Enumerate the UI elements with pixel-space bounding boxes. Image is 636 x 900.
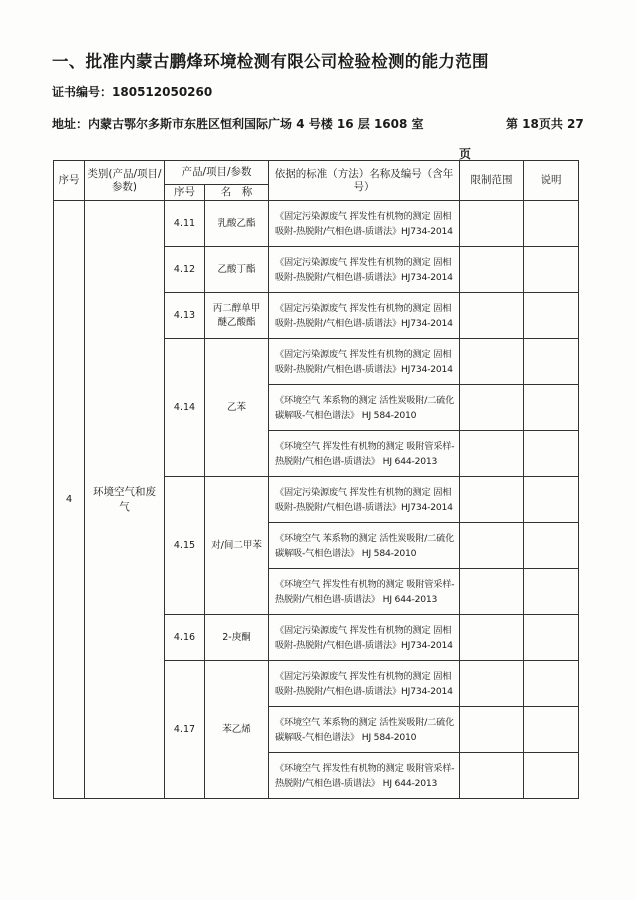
- item-number: 4.11: [165, 201, 205, 247]
- item-number: 4.15: [165, 477, 205, 615]
- capability-table: [53, 160, 579, 799]
- address-value: 内蒙古鄂尔多斯市东胜区恒利国际广场 4 号楼 16 层 1608 室: [88, 117, 424, 131]
- limit-cell: [460, 661, 524, 707]
- standard-cell: 《环境空气 挥发性有机物的测定 吸附管采样-热脱附/气相色谱-质谱法》 HJ 644-2013: [269, 753, 460, 799]
- item-name: 乳酸乙酯: [205, 201, 269, 247]
- header-standard: 依据的标准（方法）名称及编号（含年号）: [269, 161, 460, 201]
- note-cell: [524, 477, 579, 523]
- standard-cell: 《环境空气 挥发性有机物的测定 吸附管采样-热脱附/气相色谱-质谱法》 HJ 644-2013: [269, 569, 460, 615]
- item-name: 2-庚酮: [205, 615, 269, 661]
- limit-cell: [460, 569, 524, 615]
- page-number: 第 18页共 27: [506, 117, 584, 131]
- note-cell: [524, 615, 579, 661]
- header-item-no: 序号: [165, 185, 205, 201]
- limit-cell: [460, 477, 524, 523]
- page-title: 一、批准内蒙古鹏烽环境检测有限公司检验检测的能力范围: [52, 52, 489, 71]
- certificate-number: [52, 83, 212, 100]
- item-number: 4.14: [165, 339, 205, 477]
- category-name: 环境空气和废气: [85, 201, 165, 799]
- note-cell: [524, 523, 579, 569]
- standard-cell: 《固定污染源废气 挥发性有机物的测定 固相吸附-热脱附/气相色谱-质谱法》HJ734-2014: [269, 477, 460, 523]
- note-cell: [524, 385, 579, 431]
- note-cell: [524, 431, 579, 477]
- note-cell: [524, 247, 579, 293]
- note-cell: [524, 661, 579, 707]
- header-seq: 序号: [54, 161, 85, 201]
- limit-cell: [460, 523, 524, 569]
- limit-cell: [460, 753, 524, 799]
- header-limit: 限制范围: [460, 161, 524, 201]
- header-row: [54, 161, 579, 185]
- header-category: 类别(产品/项目/参数): [85, 161, 165, 201]
- limit-cell: [460, 247, 524, 293]
- note-cell: [524, 339, 579, 385]
- limit-cell: [460, 339, 524, 385]
- standard-cell: 《环境空气 苯系物的测定 活性炭吸附/二硫化碳解吸-气相色谱法》 HJ 584-2010: [269, 523, 460, 569]
- header-note: 说明: [524, 161, 579, 201]
- note-cell: [524, 753, 579, 799]
- item-number: 4.16: [165, 615, 205, 661]
- limit-cell: [460, 615, 524, 661]
- limit-cell: [460, 385, 524, 431]
- item-number: 4.17: [165, 661, 205, 799]
- item-name: 乙酸丁酯: [205, 247, 269, 293]
- standard-cell: 《固定污染源废气 挥发性有机物的测定 固相吸附-热脱附/气相色谱-质谱法》HJ734-2014: [269, 615, 460, 661]
- cert-value: 180512050260: [112, 85, 213, 99]
- limit-cell: [460, 707, 524, 753]
- standard-cell: 《环境空气 苯系物的测定 活性炭吸附/二硫化碳解吸-气相色谱法》 HJ 584-2010: [269, 385, 460, 431]
- standard-cell: 《固定污染源废气 挥发性有机物的测定 固相吸附-热脱附/气相色谱-质谱法》HJ734-2014: [269, 661, 460, 707]
- limit-cell: [460, 293, 524, 339]
- item-name: 丙二醇单甲醚乙酸酯: [205, 293, 269, 339]
- note-cell: [524, 293, 579, 339]
- header-item-name: 名 称: [205, 185, 269, 201]
- item-name: 乙苯: [205, 339, 269, 477]
- item-number: 4.12: [165, 247, 205, 293]
- page-number-suffix: 页: [459, 147, 472, 161]
- note-cell: [524, 569, 579, 615]
- item-name: 对/间二甲苯: [205, 477, 269, 615]
- address-label: 地址：: [52, 117, 89, 131]
- standard-cell: 《环境空气 苯系物的测定 活性炭吸附/二硫化碳解吸-气相色谱法》 HJ 584-2010: [269, 707, 460, 753]
- category-seq: 4: [54, 201, 85, 799]
- address-line: [52, 115, 424, 132]
- item-name: 苯乙烯: [205, 661, 269, 799]
- standard-cell: 《固定污染源废气 挥发性有机物的测定 固相吸附-热脱附/气相色谱-质谱法》HJ734-2014: [269, 339, 460, 385]
- header-product-group: 产品/项目/参数: [165, 161, 269, 185]
- table-row: [54, 201, 579, 247]
- standard-cell: 《环境空气 挥发性有机物的测定 吸附管采样-热脱附/气相色谱-质谱法》 HJ 644-2013: [269, 431, 460, 477]
- standard-cell: 《固定污染源废气 挥发性有机物的测定 固相吸附-热脱附/气相色谱-质谱法》HJ734-2014: [269, 247, 460, 293]
- note-cell: [524, 201, 579, 247]
- standard-cell: 《固定污染源废气 挥发性有机物的测定 固相吸附-热脱附/气相色谱-质谱法》HJ734-2014: [269, 201, 460, 247]
- standard-cell: 《固定污染源废气 挥发性有机物的测定 固相吸附-热脱附/气相色谱-质谱法》HJ734-2014: [269, 293, 460, 339]
- cert-label: 证书编号：: [52, 85, 113, 99]
- limit-cell: [460, 201, 524, 247]
- limit-cell: [460, 431, 524, 477]
- item-number: 4.13: [165, 293, 205, 339]
- note-cell: [524, 707, 579, 753]
